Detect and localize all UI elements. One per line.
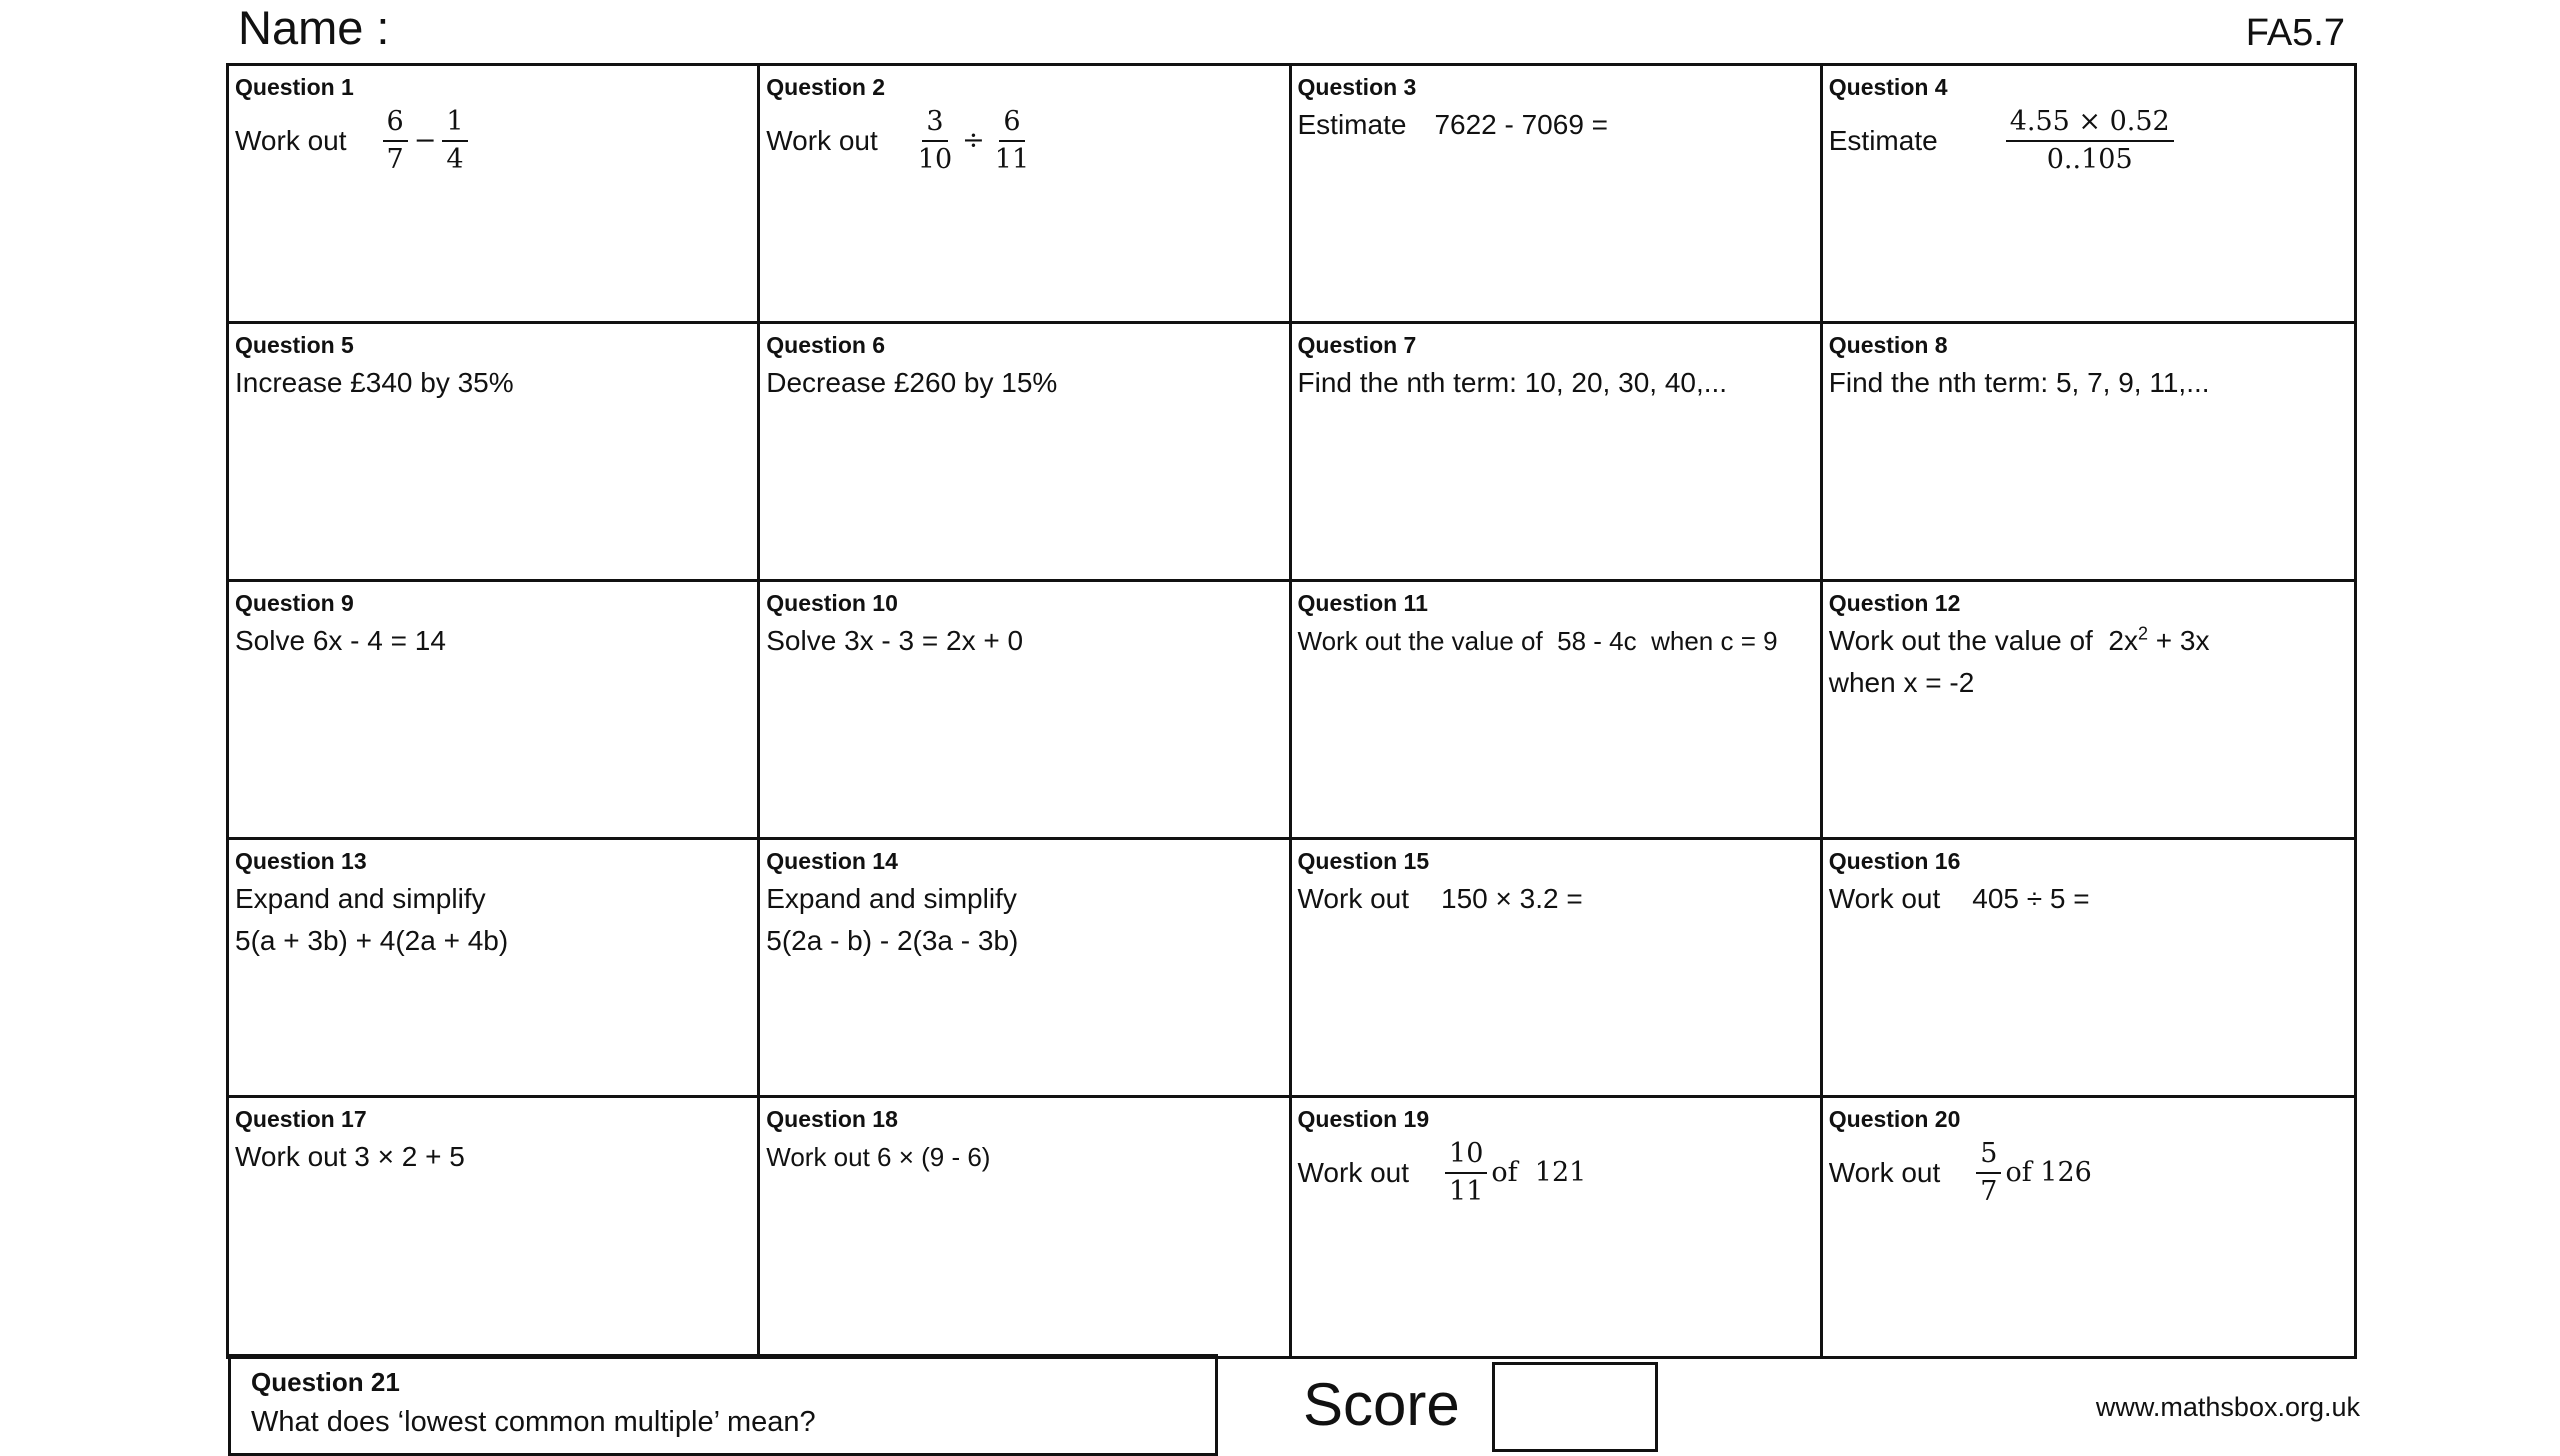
question-text: Work out the value of 58 - 4c when c = 9 (1297, 626, 1778, 656)
question-cell-1[interactable] (229, 66, 760, 324)
question-suffix: of 126 (2005, 1157, 2092, 1188)
question-title: Question 8 (1828, 332, 1948, 358)
question-cell-10[interactable] (760, 582, 1291, 840)
numerator: 4.55 × 0.52 (2006, 106, 2174, 142)
question-title: Question 7 (1297, 332, 1417, 358)
operator: ÷ (962, 125, 985, 156)
question-text: Increase £340 by 35% (235, 367, 514, 398)
question-title: Question 11 (1297, 590, 1428, 616)
question-prompt: Estimate (1297, 109, 1407, 140)
question-text: Work out 3 × 2 + 5 (235, 1141, 465, 1172)
question-text: Find the nth term: 10, 20, 30, 40,... (1297, 367, 1728, 398)
denominator: 11 (994, 144, 1030, 175)
question-cell-8[interactable] (1823, 324, 2354, 582)
denominator: 4 (446, 144, 464, 175)
fraction (1445, 1138, 1487, 1208)
question-title: Question 3 (1297, 74, 1417, 100)
question-body (1298, 106, 1814, 144)
question-title: Question 4 (1828, 74, 1948, 100)
question-condition: when x = -2 (1828, 667, 1975, 698)
question-body (1298, 880, 1814, 918)
question-body (1298, 1138, 1814, 1208)
question-prompt: Work out (766, 125, 878, 156)
question-cell-13[interactable] (229, 840, 760, 1098)
question-cell-16[interactable] (1823, 840, 2354, 1098)
denominator: 0..105 (2046, 144, 2133, 175)
denominator: 11 (1449, 1176, 1484, 1207)
question-title: Question 10 (766, 590, 898, 616)
question-body (1829, 106, 2348, 176)
question-cell-5[interactable] (229, 324, 760, 582)
exponent: 2 (2137, 623, 2148, 644)
question-cell-2[interactable] (760, 66, 1291, 324)
question-title: Question 19 (1297, 1106, 1430, 1132)
question-title: Question 13 (235, 848, 367, 874)
numerator: 1 (442, 106, 467, 142)
question-title: Question 18 (766, 1106, 898, 1132)
question-expression: 5(a + 3b) + 4(2a + 4b) (235, 925, 509, 956)
fraction (383, 106, 408, 176)
question-title: Question 5 (235, 332, 354, 358)
question-cell-14[interactable] (760, 840, 1291, 1098)
question-text: Solve 6x - 4 = 14 (235, 625, 446, 656)
question-text: Work out the value of 2x (1828, 625, 2138, 656)
question-title: Question 16 (1828, 848, 1961, 874)
question-cell-6[interactable] (760, 324, 1291, 582)
question-body (1829, 880, 2348, 918)
fraction (442, 106, 467, 176)
question-text: What does ‘lowest common multiple’ mean? (251, 1406, 816, 1438)
question-title: Question 12 (1828, 590, 1961, 616)
question-text: Decrease £260 by 15% (766, 367, 1058, 398)
question-prompt: Work out (1297, 883, 1410, 914)
question-text: Find the nth term: 5, 7, 9, 11,... (1828, 367, 2210, 398)
score-label: Score (1303, 1371, 1460, 1438)
question-instruction: Expand and simplify (766, 883, 1017, 914)
question-title: Question 17 (235, 1106, 367, 1132)
question-body (235, 106, 751, 176)
fraction (2006, 106, 2174, 176)
sheet-code: FA5.7 (2245, 12, 2345, 54)
fraction (1976, 1138, 2001, 1208)
question-title: Question 1 (235, 74, 354, 100)
question-cell-20[interactable] (1823, 1098, 2354, 1356)
question-expression: 150 × 3.2 = (1441, 883, 1583, 914)
question-instruction: Expand and simplify (235, 883, 486, 914)
numerator: 6 (383, 106, 408, 142)
question-prompt: Work out (1828, 883, 1941, 914)
question-cell-3[interactable] (1292, 66, 1823, 324)
score-box[interactable] (1492, 1362, 1658, 1452)
question-expression: 7622 - 7069 = (1434, 109, 1609, 140)
question-title: Question 6 (766, 332, 886, 358)
question-cell-17[interactable] (229, 1098, 760, 1356)
question-body (1829, 1138, 2348, 1208)
denominator: 7 (1980, 1176, 1998, 1207)
fraction (991, 106, 1033, 176)
numerator: 5 (1976, 1138, 2001, 1174)
question-prompt: Work out (1828, 1157, 1941, 1188)
question-cell-4[interactable] (1823, 66, 2354, 324)
question-body (766, 106, 1282, 176)
question-grid (226, 63, 2357, 1359)
question-cell-7[interactable] (1292, 324, 1823, 582)
question-title: Question 21 (251, 1367, 400, 1397)
question-text-tail: + 3x (2147, 625, 2210, 656)
question-body (1829, 622, 2348, 660)
question-21-box[interactable] (228, 1354, 1218, 1456)
question-cell-11[interactable] (1292, 582, 1823, 840)
website-link[interactable]: www.mathsbox.org.uk (2095, 1392, 2360, 1422)
question-title: Question 20 (1828, 1106, 1961, 1132)
question-cell-15[interactable] (1292, 840, 1823, 1098)
question-cell-19[interactable] (1292, 1098, 1823, 1356)
numerator: 3 (922, 106, 947, 142)
question-expression: 5(2a - b) - 2(3a - 3b) (766, 925, 1019, 956)
question-text: Solve 3x - 3 = 2x + 0 (766, 625, 1024, 656)
question-cell-12[interactable] (1823, 582, 2354, 840)
question-title: Question 2 (766, 74, 886, 100)
numerator: 10 (1445, 1138, 1487, 1174)
denominator: 7 (386, 144, 404, 175)
question-suffix: of 121 (1491, 1157, 1587, 1188)
operator: − (413, 125, 437, 156)
question-text: Work out 6 × (9 - 6) (766, 1142, 991, 1172)
denominator: 10 (917, 144, 953, 175)
question-title: Question 9 (235, 590, 354, 616)
question-cell-9[interactable] (229, 582, 760, 840)
question-title: Question 15 (1297, 848, 1430, 874)
question-title: Question 14 (766, 848, 898, 874)
numerator: 6 (999, 106, 1024, 142)
question-prompt: Estimate (1828, 125, 1938, 156)
fraction (914, 106, 956, 176)
question-expression: 405 ÷ 5 = (1972, 883, 2090, 914)
question-prompt: Work out (235, 125, 347, 156)
question-cell-18[interactable] (760, 1098, 1291, 1356)
question-prompt: Work out (1297, 1157, 1410, 1188)
name-label: Name : (238, 1, 390, 54)
